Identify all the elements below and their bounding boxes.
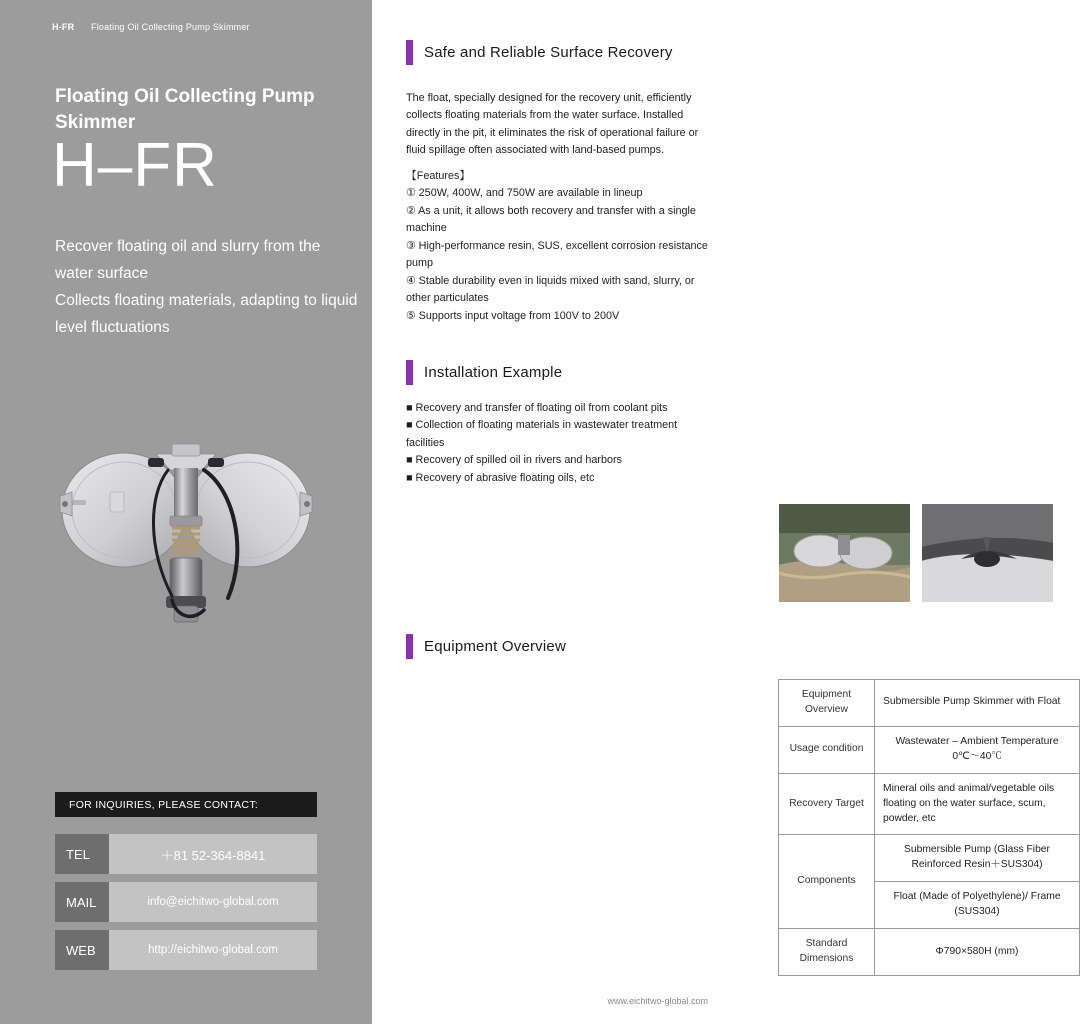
features-heading: 【Features】 (406, 170, 471, 182)
contact-row-tel (55, 834, 317, 874)
table-row (779, 835, 1080, 882)
installation-list (406, 400, 711, 487)
contact-label-tel: TEL (55, 834, 109, 874)
contact-label-mail: MAIL (55, 882, 109, 922)
feature-item-1: ① 250W, 400W, and 750W are available in lineup (406, 187, 643, 200)
features-block (406, 168, 716, 325)
left-header (52, 22, 250, 32)
installation-item-1: ■ Recovery and transfer of floating oil from coolant pits (406, 402, 668, 414)
lead-text (55, 233, 360, 342)
contact-value-mail[interactable]: info@eichitwo-global.com (109, 882, 317, 922)
accent-bar-icon (406, 634, 413, 659)
table-key-recovery-target: Recovery Target (779, 773, 875, 835)
skimmer-illustration (52, 400, 320, 670)
table-key-components: Components (779, 835, 875, 929)
lead-line-1: Recover floating oil and slurry from the water surface (55, 238, 321, 283)
section-title-installation: Installation Example (424, 364, 563, 381)
intro-paragraph: The float, specially designed for the recovery unit, efficiently collects floating materials from the water surface. Installed directly in the pit, it eliminates the risk of operational failure or fluid spillage often associated with land-based pumps. (406, 92, 699, 157)
left-panel (0, 0, 372, 1024)
feature-item-3: ③ High-performance resin, SUS, excellent corrosion resistance pump (406, 239, 708, 270)
model-number: H–FR (52, 131, 218, 200)
feature-item-4: ④ Stable durability even in liquids mixed with sand, slurry, or other particulates (406, 274, 695, 305)
installation-photo-1 (778, 503, 911, 603)
table-value-usage-condition: Wastewater – Ambient Temperature 0℃〜40℃ (875, 726, 1080, 773)
contact-header: FOR INQUIRIES, PLEASE CONTACT: (55, 792, 317, 817)
table-value-equipment-overview: Submersible Pump Skimmer with Float (875, 680, 1080, 727)
right-panel (372, 0, 1061, 1024)
equipment-overview-table (778, 679, 1080, 976)
page-title: Floating Oil Collecting Pump Skimmer (55, 86, 315, 133)
contact-value-tel: ＋81 52-364-8841 (109, 834, 317, 874)
table-row (779, 773, 1080, 835)
contact-value-web[interactable]: http://eichitwo-global.com (109, 930, 317, 970)
table-row (779, 929, 1080, 976)
section-heading-recovery (406, 40, 673, 65)
table-key-usage-condition: Usage condition (779, 726, 875, 773)
table-key-standard-dimensions: Standard Dimensions (779, 929, 875, 976)
table-value-standard-dimensions: Φ790×580H (mm) (875, 929, 1080, 976)
installation-item-3: ■ Recovery of spilled oil in rivers and harbors (406, 454, 622, 467)
accent-bar-icon (406, 40, 413, 65)
section-heading-installation (406, 360, 562, 385)
table-row (779, 726, 1080, 773)
product-code: H-FR (52, 22, 75, 32)
installation-item-2: ■ Collection of floating materials in wastewater treatment facilities (406, 419, 678, 449)
lead-line-2: Collects floating materials, adapting to liquid level fluctuations (55, 292, 358, 337)
section-title-recovery: Safe and Reliable Surface Recovery (424, 44, 673, 61)
table-key-equipment-overview: Equipment Overview (779, 680, 875, 727)
footer-url[interactable]: www.eichitwo-global.com (607, 996, 708, 1006)
product-photo (52, 400, 320, 670)
table-row (779, 680, 1080, 727)
section-title-equipment: Equipment Overview (424, 638, 566, 655)
feature-item-2: ② As a unit, it allows both recovery and transfer with a single machine (406, 204, 696, 235)
feature-item-5: ⑤ Supports input voltage from 100V to 200V (406, 309, 620, 322)
table-value-components-pump: Submersible Pump (Glass Fiber Reinforced Resin＋SUS304) (875, 835, 1080, 882)
installation-photo-2 (921, 503, 1054, 603)
section-heading-equipment (406, 634, 566, 659)
installation-photos (778, 503, 1054, 603)
table-value-components-float: Float (Made of Polyethylene)/ Frame (SUS304) (875, 882, 1080, 929)
contact-label-web: WEB (55, 930, 109, 970)
contact-row-web (55, 930, 317, 970)
table-value-recovery-target: Mineral oils and animal/vegetable oils floating on the water surface, scum, powder, etc (875, 773, 1080, 835)
contact-row-mail (55, 882, 317, 922)
installation-item-4: ■ Recovery of abrasive floating oils, etc (406, 471, 595, 484)
accent-bar-icon (406, 360, 413, 385)
product-name-small: Floating Oil Collecting Pump Skimmer (91, 22, 250, 32)
